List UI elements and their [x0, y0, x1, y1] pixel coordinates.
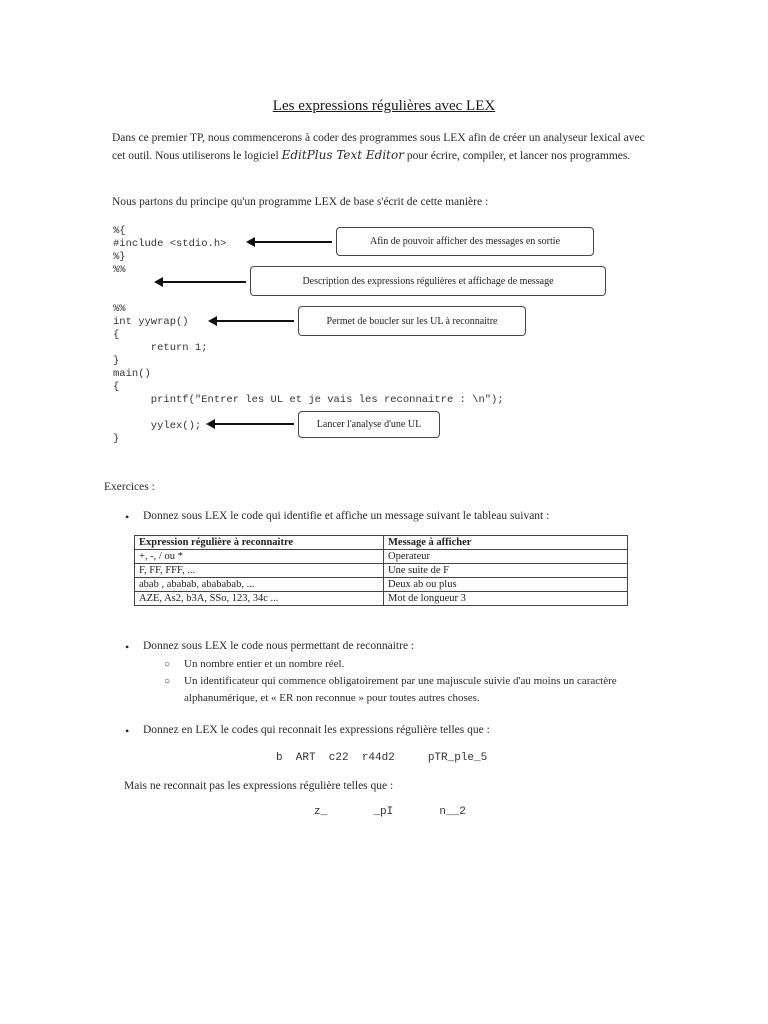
- sub-item: ○ Un nombre entier et un nombre réel.: [184, 656, 644, 673]
- code-line: %}: [113, 251, 126, 263]
- code-line: }: [113, 433, 120, 445]
- intro-paragraph: Dans ce premier TP, nous commencerons à coder des programmes sous LEX afin de créer un analyseur lexical avec cet outil. Nous utiliserons le logiciel EditPlus Text Editor pour écrire, compiler, et lancer nos programmes.: [112, 132, 645, 162]
- circle-bullet-icon: ○: [164, 659, 171, 670]
- table-row: [135, 564, 628, 578]
- code-line: main(): [113, 368, 151, 380]
- arrow-left-icon: [216, 320, 294, 322]
- annotation-note: Description des expressions régulières et affichage de message: [250, 266, 606, 296]
- tool-name: EditPlus Text Editor: [281, 148, 404, 162]
- table-cell: Une suite de F: [384, 564, 628, 578]
- annotation-note: Afin de pouvoir afficher des messages en sortie: [336, 227, 594, 256]
- rejected-expressions: z_ _pI n__2: [314, 806, 466, 818]
- circle-bullet-icon: ○: [164, 676, 171, 687]
- bullet-item: • Donnez sous LEX le code qui identifie et affiche un message suivant le tableau suivant :: [125, 510, 550, 524]
- code-line: {: [113, 329, 120, 341]
- code-line: %%: [113, 264, 126, 276]
- arrow-left-icon: [162, 281, 246, 283]
- table-cell: Deux ab ou plus: [384, 578, 628, 592]
- table-cell: Mot de longueur 3: [384, 592, 628, 606]
- code-line: }: [113, 355, 120, 367]
- code-line: return 1;: [113, 342, 208, 354]
- code-line: printf("Entrer les UL et je vais les reconnaitre : \n");: [113, 394, 504, 406]
- code-line: #include <stdio.h>: [113, 238, 227, 250]
- exercises-label: Exercices :: [104, 481, 155, 493]
- table-cell: abab , ababab, abababab, ...: [135, 578, 384, 592]
- intro-paragraph-2: Nous partons du principe qu'un programme LEX de base s'écrit de cette manière :: [112, 196, 489, 208]
- table-row: [135, 592, 628, 606]
- table-header: Expression régulière à reconnaitre: [135, 536, 384, 550]
- accepted-expressions: b ART c22 r44d2 pTR_ple_5: [276, 752, 488, 764]
- table-header-row: [135, 536, 628, 550]
- code-line: {: [113, 381, 120, 393]
- table-cell: F, FF, FFF, ...: [135, 564, 384, 578]
- sub-item: ○ Un identificateur qui commence obligatoirement par une majuscule suivie d'au moins un caractère alphanumérique, et « ER non reconnue » pour toutes autres choses.: [164, 675, 617, 704]
- table-row: [135, 578, 628, 592]
- annotation-note: Permet de boucler sur les UL à reconnaitre: [298, 306, 526, 336]
- table-header: Message à afficher: [384, 536, 628, 550]
- bullet-icon: •: [125, 640, 130, 654]
- regex-table: [134, 535, 628, 606]
- arrow-left-icon: [254, 241, 332, 243]
- code-line: %{: [113, 225, 126, 237]
- table-cell: AZE, As2, b3A, SSo, 123, 34c ...: [135, 592, 384, 606]
- page-title: Les expressions régulières avec LEX: [272, 98, 496, 114]
- code-line: yylex();: [113, 420, 202, 432]
- arrow-left-icon: [214, 423, 294, 425]
- table-cell: Operateur: [384, 550, 628, 564]
- table-row: [135, 550, 628, 564]
- reject-label: Mais ne reconnait pas les expressions régulière telles que :: [124, 780, 394, 792]
- bullet-item: • Donnez en LEX le codes qui reconnait les expressions régulière telles que :: [125, 724, 490, 738]
- bullet-item: • Donnez sous LEX le code nous permettant de reconnaitre :: [125, 640, 415, 654]
- annotation-note: Lancer l'analyse d'une UL: [298, 411, 440, 438]
- bullet-icon: •: [125, 510, 130, 524]
- table-cell: +, -, / ou *: [135, 550, 384, 564]
- code-line: %%: [113, 303, 126, 315]
- code-line: int yywrap(): [113, 316, 189, 328]
- bullet-icon: •: [125, 724, 130, 738]
